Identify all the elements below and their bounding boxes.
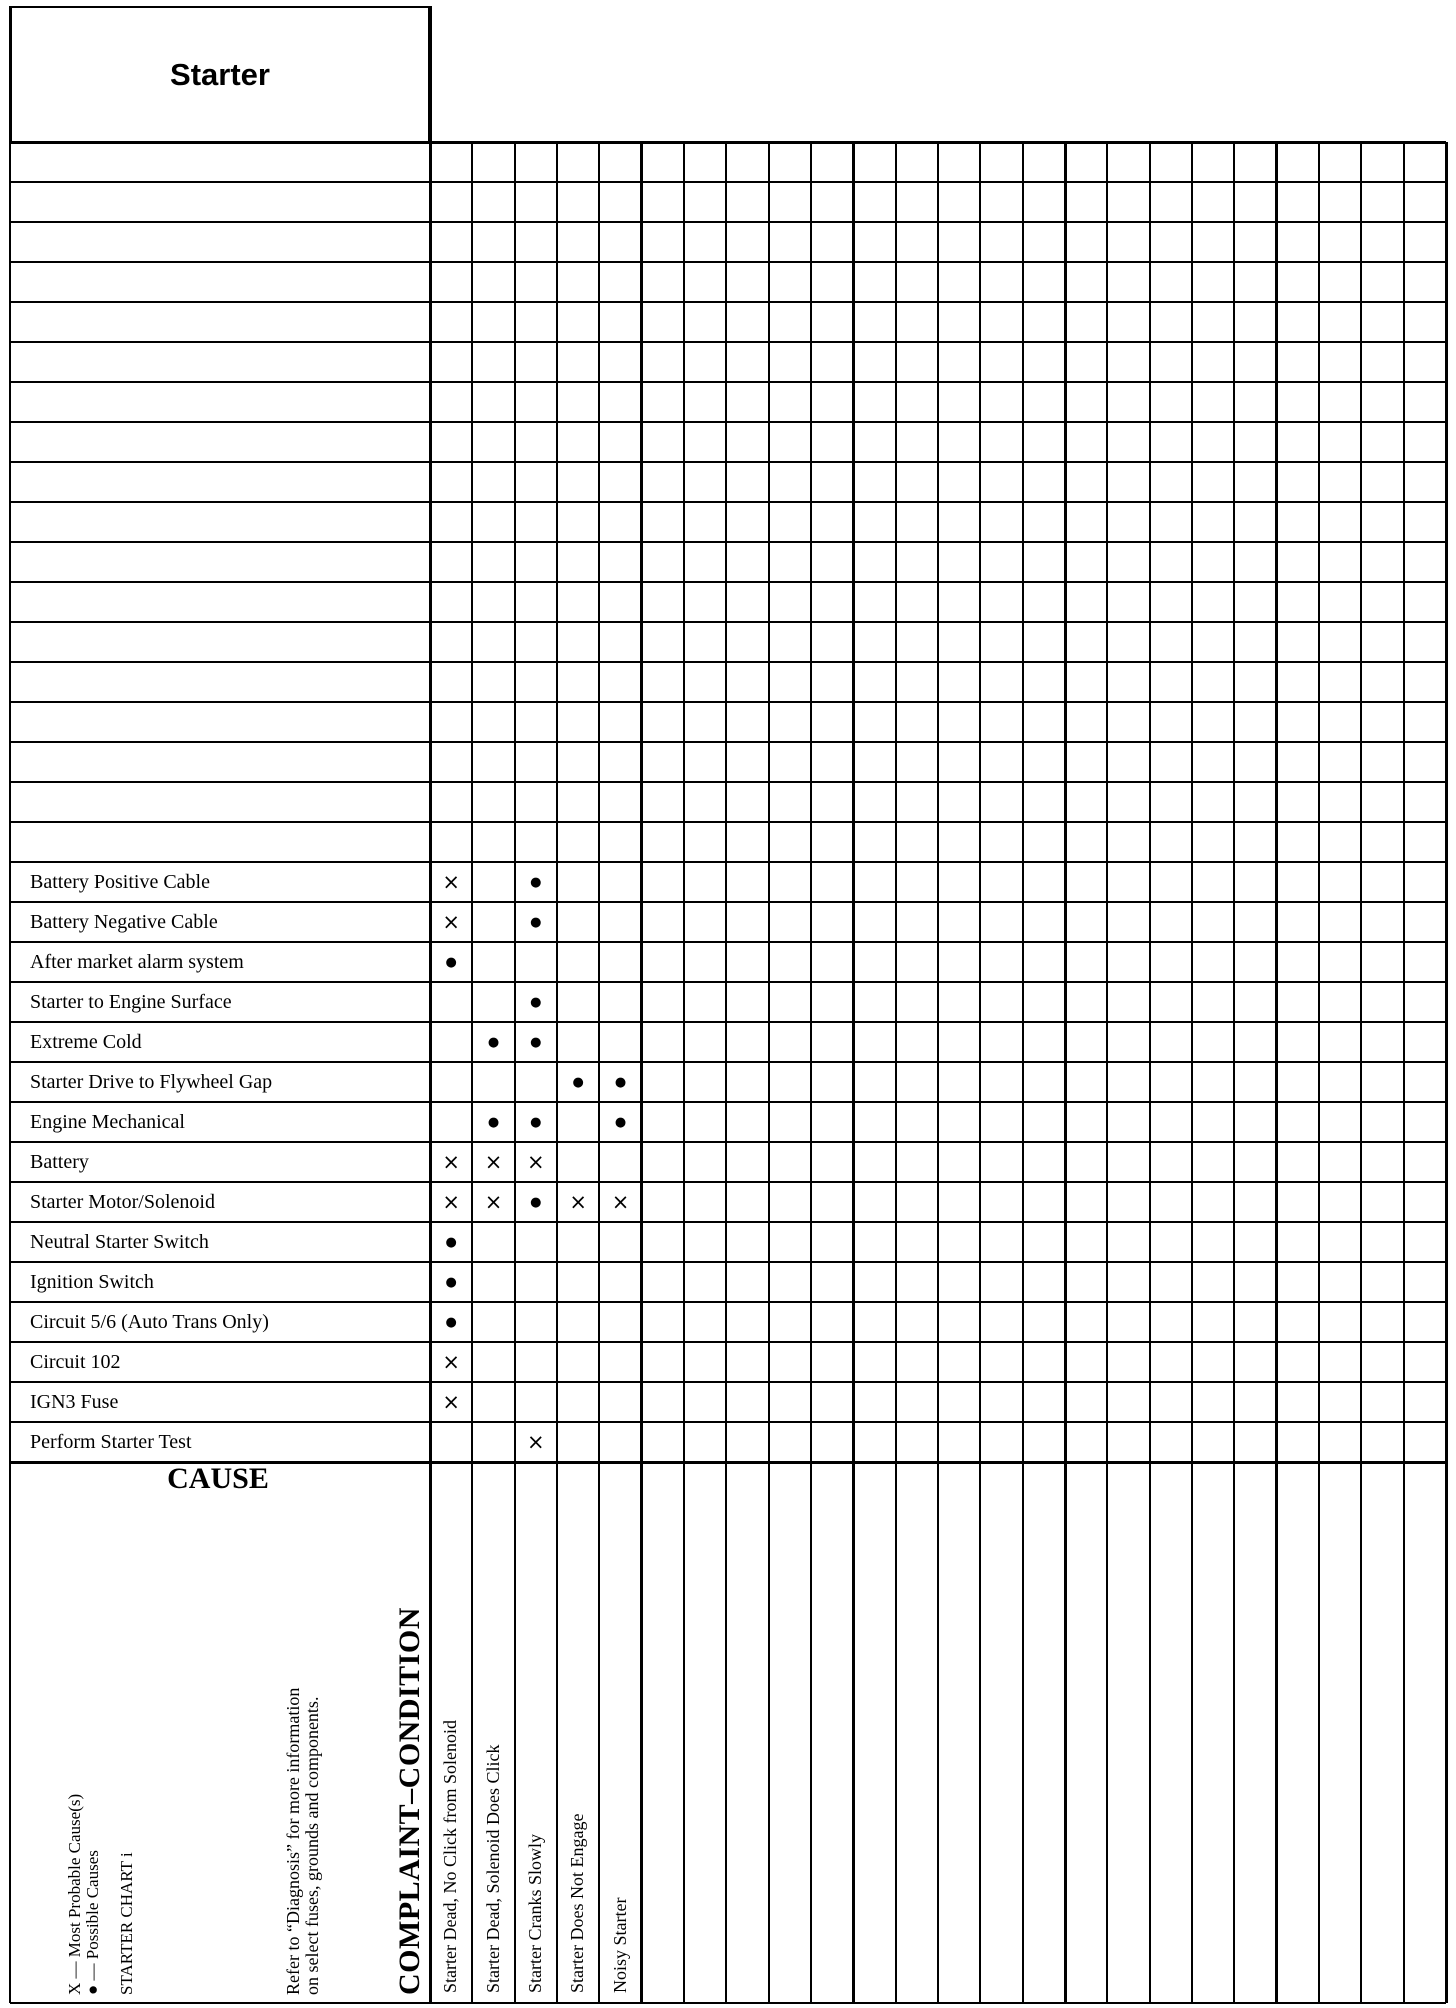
cause-label: Starter Drive to Flywheel Gap — [30, 1071, 273, 1093]
condition-label: Starter Does Not Engage — [567, 1813, 588, 1993]
most-probable-mark: × — [442, 1149, 460, 1174]
complaint-condition-heading: COMPLAINT–CONDITION — [393, 1607, 426, 1995]
refer-note-line1: Refer to “Diagnosis” for more information — [283, 1687, 303, 1995]
grid-column-line — [725, 142, 727, 2003]
cause-label: Ignition Switch — [30, 1271, 154, 1293]
possible-mark: ● — [614, 1074, 627, 1090]
grid-column-line — [1275, 142, 1278, 2003]
grid-row-line — [10, 181, 1446, 183]
cause-label: After market alarm system — [30, 951, 244, 973]
possible-mark: ● — [445, 954, 457, 970]
grid-column-line — [1360, 142, 1362, 2003]
grid-row-line — [10, 621, 1446, 623]
grid-column-line — [1022, 142, 1024, 2003]
grid-row-line — [10, 581, 1446, 583]
grid-row-line — [10, 341, 1446, 343]
condition-label: Starter Dead, No Click from Solenoid — [440, 1720, 461, 1993]
condition-label: Starter Dead, Solenoid Does Click — [482, 1744, 503, 1993]
grid-row-line — [10, 1181, 1446, 1183]
grid-column-line — [598, 142, 600, 2003]
grid-column-line — [1233, 142, 1235, 2003]
cause-label: Circuit 102 — [30, 1351, 121, 1373]
most-probable-mark: × — [484, 1149, 503, 1174]
cause-heading: CAUSE — [167, 1462, 269, 1495]
grid-row-line — [10, 1341, 1446, 1343]
grid-row-line — [10, 781, 1446, 783]
condition-label: Starter Cranks Slowly — [524, 1834, 545, 1993]
grid-row-line — [10, 701, 1446, 703]
cause-label: Battery Positive Cable — [30, 871, 210, 893]
grid-column-line — [683, 142, 685, 2003]
grid-column-line — [514, 142, 516, 2003]
chart-title-box — [10, 6, 430, 144]
possible-mark: ● — [530, 1034, 542, 1050]
possible-mark: ● — [530, 1114, 542, 1130]
grid-column-line — [1149, 142, 1151, 2003]
chart-title: Starter — [170, 57, 270, 92]
legend-chart-id: STARTER CHART i — [116, 1852, 136, 1995]
grid-column-line — [810, 142, 812, 2003]
grid-column-line — [768, 142, 770, 2003]
grid-column-line — [1445, 142, 1448, 2003]
cause-label: IGN3 Fuse — [30, 1391, 119, 1413]
possible-mark: ● — [445, 1274, 457, 1290]
cause-label: Starter to Engine Surface — [30, 991, 232, 1013]
grid-column-line — [1318, 142, 1320, 2003]
grid-column-line — [852, 142, 855, 2003]
grid-column-line — [937, 142, 939, 2003]
grid-row-line — [10, 661, 1446, 663]
grid-row-line — [10, 861, 1446, 863]
cause-label: Extreme Cold — [30, 1031, 142, 1053]
grid-row-line — [10, 381, 1446, 383]
refer-note — [284, 1688, 322, 1995]
grid-row-line — [10, 1221, 1446, 1223]
grid-row-line — [10, 421, 1446, 423]
grid-row-line — [10, 461, 1446, 463]
possible-mark: ● — [487, 1034, 500, 1050]
grid-row-line — [10, 1021, 1446, 1023]
grid-row-line — [10, 1381, 1446, 1383]
most-probable-mark: × — [611, 1189, 630, 1214]
grid-row-line — [10, 901, 1446, 903]
possible-mark: ● — [530, 1194, 542, 1210]
possible-mark: ● — [487, 1114, 500, 1130]
grid-row-line — [10, 1101, 1446, 1103]
grid-bottom-line — [10, 2002, 1446, 2004]
grid-column-line — [1106, 142, 1108, 2003]
grid-left-edge — [9, 6, 11, 2003]
possible-mark: ● — [530, 994, 542, 1010]
most-probable-mark: × — [527, 1149, 545, 1174]
grid-column-line — [895, 142, 897, 2003]
grid-row-line — [10, 261, 1446, 263]
most-probable-mark: × — [442, 869, 460, 894]
possible-mark: ● — [530, 874, 542, 890]
grid-column-line — [1191, 142, 1193, 2003]
refer-note-line2: on select fuses, grounds and components. — [301, 1696, 322, 1995]
grid-row-line — [10, 501, 1446, 503]
possible-mark: ● — [445, 1314, 457, 1330]
cause-label: Starter Motor/Solenoid — [30, 1191, 215, 1213]
grid-row-line — [10, 541, 1446, 543]
cause-label: Neutral Starter Switch — [30, 1231, 209, 1253]
most-probable-mark: × — [442, 1189, 460, 1214]
grid-column-line — [1064, 142, 1067, 2003]
grid-row-line — [10, 1261, 1446, 1263]
grid-row-line — [10, 981, 1446, 983]
possible-mark: ● — [445, 1234, 457, 1250]
grid-row-line — [10, 1421, 1446, 1423]
legend-possible: ● — Possible Causes — [82, 1850, 102, 1995]
cause-label: Battery Negative Cable — [30, 911, 218, 933]
grid-column-line — [471, 142, 473, 2003]
possible-mark: ● — [572, 1074, 584, 1090]
most-probable-mark: × — [442, 1389, 460, 1414]
grid-row-line — [10, 741, 1446, 743]
cause-label: Circuit 5/6 (Auto Trans Only) — [30, 1311, 269, 1333]
grid-row-line — [10, 221, 1446, 223]
grid-column-line — [979, 142, 981, 2003]
most-probable-mark: × — [527, 1429, 545, 1454]
grid-column-line — [556, 142, 558, 2003]
cause-label: Perform Starter Test — [30, 1431, 192, 1453]
most-probable-mark: × — [442, 909, 460, 934]
condition-label: Noisy Starter — [609, 1897, 630, 1993]
grid-row-line — [10, 1141, 1446, 1143]
cause-column-divider — [429, 6, 432, 2003]
grid-column-line — [640, 142, 643, 2003]
possible-mark: ● — [530, 914, 542, 930]
most-probable-mark: × — [484, 1189, 503, 1214]
grid-row-line — [10, 821, 1446, 823]
possible-mark: ● — [614, 1114, 627, 1130]
legend-most-probable: X — Most Probable Cause(s) — [65, 1793, 84, 1995]
most-probable-mark: × — [442, 1349, 460, 1374]
legend — [66, 1794, 136, 1995]
grid-row-line — [10, 1301, 1446, 1303]
cause-label: Engine Mechanical — [30, 1111, 185, 1133]
grid-row-line — [10, 1061, 1446, 1063]
most-probable-mark: × — [569, 1189, 587, 1214]
cause-label: Battery — [30, 1151, 89, 1173]
grid-row-line — [10, 301, 1446, 303]
grid-column-line — [1403, 142, 1405, 2003]
grid-row-line — [10, 941, 1446, 943]
